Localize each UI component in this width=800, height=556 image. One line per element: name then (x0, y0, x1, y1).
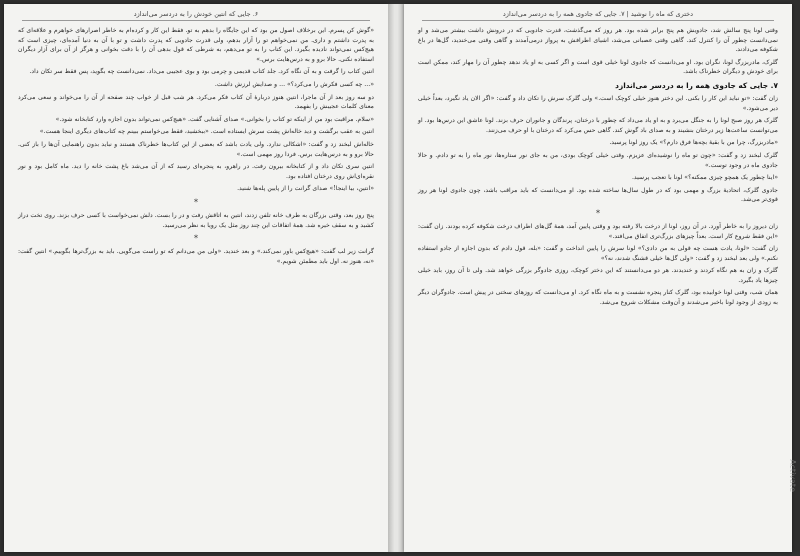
left-page (4, 4, 388, 552)
watermark-text: Activate (788, 459, 797, 492)
paragraph: زان گفت: «تو نباید این کار را بکنی. این دختر هنوز خیلی کوچک است.» ولی گلرک سرش را تکان داد و گفت: «اگر الان یاد نگیرد، بعداً خیلی دیر می‌شود.» (418, 94, 778, 112)
paragraph: انتین به عقب برگشت و دید خاله‌اش پشت سرش ایستاده است. «ببخشید، فقط می‌خواستم ببینم چه کتاب‌های دیگری اینجا هست.» (39, 128, 374, 136)
paragraph: گلرک هر روز صبح لونا را به جنگل می‌برد و به او یاد می‌داد که چطور با درختان، پرندگان و جانوران حرف بزند. لونا عاشق این درس‌ها بود. او می‌توانست ساعت‌ها زیر درختان بنشیند و به صدای باد گوش کند. گاهی حس می‌کرد که درختان با او حرف می‌زنند. (418, 117, 778, 134)
paragraph: «گوش کن پسرم. این برخلاف اصول من بود که این جایگاه را بدهم به تو. فقط این کار و کرده‌ام به خاطر اصرارهای خواهرم و علاقه‌ای که به پدرت داشتم و داری. من نمی‌خواهم تو را آزار بدهم، ولی قدرت جادویی که پدرت داشت و تو با آن به دنیا آمده‌ای، چیزی است که هیچ‌کس نمی‌تواند نادیده بگیرد. این کتاب را به تو می‌دهم، به شرطی که قول بدهی آن را با دقت بخوانی و هرگز از آن برای آزار دیگران استفاده نکنی. حالا برو و به درس‌هایت برس.» (18, 27, 374, 63)
paragraph: گلرک و زان به هم نگاه کردند و خندیدند. هر دو می‌دانستند که این دختر کوچک، روزی جادوگر بزرگی خواهد شد. ولی تا آن روز، باید خیلی چیزها یاد بگیرد. (418, 267, 778, 284)
paragraph: «سلام. مراقبت بود من از اینکه تو کتاب را بخوانی.» صدای آشنایی گفت. «هیچ‌کس نمی‌تواند بدون اجازه وارد کتابخانه شود.» (55, 115, 374, 123)
right-running-head: دختری که ماه را نوشید | ۷. جایی که جادوی همه را به دردسر می‌اندازد (422, 10, 774, 21)
left-page-body (18, 26, 374, 544)
paragraph: وقتی لونا پنج سالش شد، جادویش هم پنج برابر شده بود. هر روز که می‌گذشت، قدرت جادویی که در درونش داشت بیشتر می‌شد و او نمی‌دانست چطور آن را کنترل کند. گاهی وقتی عصبانی می‌شد، اشیای اطرافش به پرواز درمی‌آمدند و گاهی وقتی می‌خندید، گل‌ها در باغ شکوفه می‌دادند. (418, 27, 778, 54)
right-page-body (418, 26, 778, 544)
paragraph: دو سه روز بعد از آن ماجرا، انتین هنوز دربارهٔ آن کتاب فکر می‌کرد. هر شب قبل از خواب چند صفحه از آن را می‌خواند و سعی می‌کرد معنای کلمات عجیبش را بفهمد. (18, 93, 374, 111)
paragraph: پنج روز بعد، وقتی بزرگان به طرف خانه تلفن زدند، انتین به اتاقش رفت و در را بست. دلش نمی‌خواست با کسی حرف بزند. روی تخت دراز کشید و به سقف خیره شد. همهٔ اتفاقات این چند روز مثل یک رویا به نظر می‌رسید. (18, 211, 374, 229)
right-page (404, 4, 797, 552)
paragraph: «... چه کسی فکرش را می‌کرد؟» ... و صدایش لرزش داشت. (214, 80, 374, 88)
left-running-head: ۶. جایی که انتین خودش را به دردسر می‌اندازد (22, 10, 370, 21)
paragraph: انتین سری تکان داد و از کتابخانه بیرون رفت. در راهرو، به پنجره‌ای رسید که از آن می‌شد باغ پشت خانه را دید. ماه کامل بود و نور نقره‌ای‌اش روی درختان افتاده بود. (18, 163, 374, 180)
paragraph: زان گفت: «لونا، یادت هست چه قولی به من دادی؟» لونا سرش را پایین انداخت و گفت: «بله، قول دادم که بدون اجازه از جادو استفاده نکنم.» ولی بعد لبخند زد و گفت: «ولی گل‌ها خیلی قشنگ شدند، نه؟» (418, 245, 778, 262)
paragraph: همان شب، وقتی لونا خوابیده بود، گلرک کنار پنجره نشست و به ماه نگاه کرد. او می‌دانست که روزهای سختی در پیش است. جادوگران دیگر به زودی از وجود لونا باخبر می‌شدند و آن‌وقت مشکلات شروع می‌شد. (418, 289, 778, 307)
paragraph: «انتین، بیا اینجا!» صدای گرانت را از پایین پله‌ها شنید. (237, 185, 374, 193)
section-break-star: * (194, 234, 198, 244)
paragraph: «اینا چطور یک همچو چیزی ممکنه؟» لونا با تعجب پرسید. (631, 174, 778, 182)
paragraph: گلرک، مادربزرگ لونا، نگران بود. او می‌دانست که جادوی لونا خیلی قوی است و اگر کسی به او یاد ندهد چطور آن را مهار کند، ممکن است برای خودش و دیگران خطرناک باشد. (418, 58, 778, 76)
paragraph: زان دیروز را به خاطر آورد. در آن روز، لونا از درخت بالا رفته بود و وقتی پایین آمد، همهٔ گل‌های اطراف درخت شکوفه کرده بودند. زان گفت: «این فقط شروع کار است. بعداً چیزهای بزرگ‌تری اتفاق می‌افتد.» (418, 222, 778, 240)
paragraph: گلرک لبخند زد و گفت: «چون تو ماه را نوشیده‌ای عزیزم. وقتی خیلی کوچک بودی، من به جای نور ستاره‌ها، نور ماه را به تو دادم. و حالا جادوی ماه در وجود توست.» (418, 151, 778, 169)
paragraph: گرانت زیر لب گفت: «هیچ‌کس باور نمی‌کند.» و بعد خندید. «ولی من می‌دانم که تو راست می‌گویی. باید به بزرگ‌ترها بگوییم.» انتین گفت: «نه، هنوز نه. اول باید مطمئن شویم.» (18, 248, 374, 265)
paragraph: انتین کتاب را گرفت و به آن نگاه کرد. جلد کتاب قدیمی و چرمی بود و بوی عجیبی می‌داد. نمی‌دانست چه بگوید، پس فقط سر تکان داد. (29, 68, 374, 76)
paragraph: جادوی گلرک، اتحادیهٔ بزرگ و مهمی بود که در طول سال‌ها ساخته شده بود. او می‌دانست که باید مراقب باشد، چون جادوی لونا هر روز قوی‌تر می‌شد. (418, 186, 778, 204)
paragraph: «مادربزرگ، چرا من با بقیهٔ بچه‌ها فرق دارم؟» یک روز لونا پرسید. (609, 139, 778, 147)
book-gutter (388, 4, 404, 552)
section-break-star: * (596, 208, 600, 218)
paragraph: خاله‌اش لبخند زد و گفت: «اشکالی ندارد. ولی یادت باشد که بعضی از این کتاب‌ها خطرناک هستند و نباید بدون راهنمایی آن‌ها را باز کنی. حالا برو و به درس‌هایت برس. فردا روز مهمی است.» (18, 140, 374, 158)
section-title: ۷. جایی که جادوی همه را به دردسر می‌اندازد (615, 80, 778, 90)
section-break-star: * (194, 197, 198, 207)
